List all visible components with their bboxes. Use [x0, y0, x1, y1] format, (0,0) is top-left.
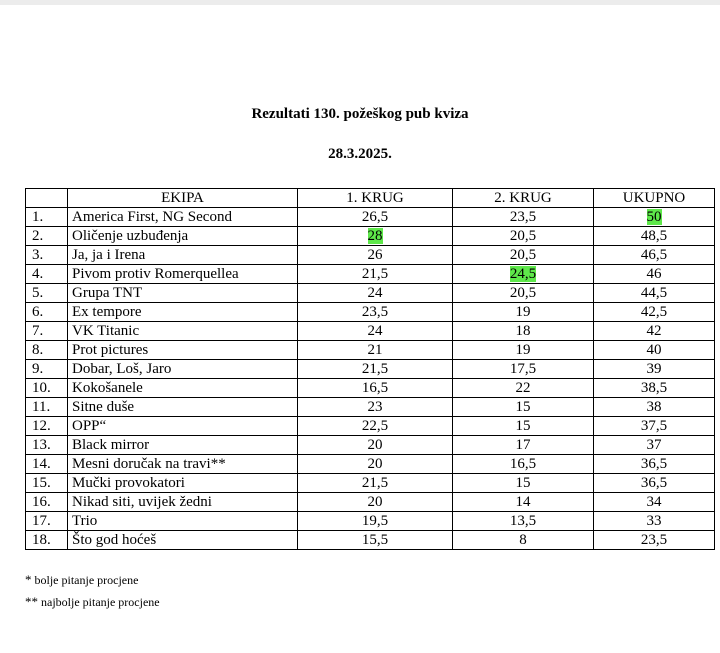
- rank-cell-value: 1.: [32, 209, 44, 225]
- round1-cell-value: 24: [367, 285, 383, 301]
- round1-cell: [298, 303, 453, 322]
- round2-cell: [453, 398, 594, 417]
- table-row: [26, 322, 715, 341]
- round1-cell-value: 20: [367, 437, 383, 453]
- team-cell: [68, 436, 298, 455]
- rank-cell: [26, 417, 68, 436]
- rank-cell: [26, 474, 68, 493]
- total-cell: [594, 284, 715, 303]
- round1-cell-value: 21: [367, 342, 383, 358]
- results-table: [25, 188, 715, 550]
- table-row: [26, 246, 715, 265]
- footnote-2-mark: **: [25, 594, 38, 609]
- team-cell: [68, 284, 298, 303]
- round2-cell: [453, 303, 594, 322]
- rank-cell-value: 12.: [32, 418, 51, 434]
- team-cell: [68, 417, 298, 436]
- table-row: [26, 512, 715, 531]
- round2-cell: [453, 474, 594, 493]
- team-cell-value: Što god hoćeš: [72, 532, 157, 548]
- rank-cell: [26, 265, 68, 284]
- rank-cell: [26, 284, 68, 303]
- round1-cell-value: 23: [367, 399, 383, 415]
- round1-cell: [298, 474, 453, 493]
- round1-cell: [298, 208, 453, 227]
- team-cell: [68, 474, 298, 493]
- rank-cell: [26, 208, 68, 227]
- rank-cell-value: 6.: [32, 304, 44, 320]
- total-cell: [594, 493, 715, 512]
- round1-cell-value: 26: [367, 247, 383, 263]
- rank-cell-value: 18.: [32, 532, 51, 548]
- table-row: [26, 379, 715, 398]
- rank-cell: [26, 493, 68, 512]
- total-cell-value: 23,5: [640, 532, 668, 548]
- round1-cell: [298, 341, 453, 360]
- header-row: [26, 189, 715, 208]
- round2-cell: [453, 493, 594, 512]
- round2-cell: [453, 322, 594, 341]
- total-cell-value: 34: [646, 494, 662, 510]
- total-cell: [594, 379, 715, 398]
- top-bar: [0, 0, 720, 5]
- round2-cell-value: 19: [515, 304, 531, 320]
- round1-cell-value: 23,5: [361, 304, 389, 320]
- round2-cell: [453, 379, 594, 398]
- footnote-1-mark: *: [25, 572, 32, 587]
- team-cell-value: Sitne duše: [72, 399, 135, 415]
- round1-cell-value: 21,5: [361, 266, 389, 282]
- table-row: [26, 303, 715, 322]
- team-cell-value: Nikad siti, uvijek žedni: [72, 494, 212, 510]
- rank-cell: [26, 322, 68, 341]
- round1-cell-value: 20: [367, 494, 383, 510]
- round2-cell-value: 24,5: [509, 266, 537, 282]
- team-cell-value: Pivom protiv Romerquellea: [72, 266, 239, 282]
- total-cell: [594, 360, 715, 379]
- total-cell-value: 37,5: [640, 418, 668, 434]
- team-cell: [68, 360, 298, 379]
- team-cell-value: Ja, ja i Irena: [72, 247, 146, 263]
- rank-cell: [26, 341, 68, 360]
- total-cell: [594, 303, 715, 322]
- team-cell: [68, 379, 298, 398]
- total-cell-value: 36,5: [640, 456, 668, 472]
- total-cell: [594, 398, 715, 417]
- team-cell: [68, 246, 298, 265]
- total-cell-value: 37: [646, 437, 662, 453]
- team-cell-value: Oličenje uzbuđenja: [72, 228, 189, 244]
- team-cell: [68, 322, 298, 341]
- team-cell-value: Dobar, Loš, Jaro: [72, 361, 172, 377]
- round2-cell-value: 15: [515, 475, 531, 491]
- round1-cell: [298, 265, 453, 284]
- total-cell: [594, 474, 715, 493]
- round2-cell-value: 20,5: [509, 228, 537, 244]
- total-cell-value: 42,5: [640, 304, 668, 320]
- team-cell-value: OPP“: [72, 418, 107, 434]
- round1-cell: [298, 512, 453, 531]
- page-date: 28.3.2025.: [328, 146, 392, 162]
- total-cell: [594, 208, 715, 227]
- total-cell: [594, 531, 715, 550]
- round2-cell-value: 18: [515, 323, 531, 339]
- total-cell: [594, 436, 715, 455]
- total-cell-value: 36,5: [640, 475, 668, 491]
- total-cell-value: 44,5: [640, 285, 668, 301]
- team-cell-value: Prot pictures: [72, 342, 149, 358]
- round1-cell: [298, 455, 453, 474]
- rank-cell: [26, 227, 68, 246]
- rank-cell: [26, 531, 68, 550]
- round1-cell-value: 26,5: [361, 209, 389, 225]
- round1-cell-value: 21,5: [361, 361, 389, 377]
- total-cell-value: 46,5: [640, 247, 668, 263]
- team-cell-value: Mučki provokatori: [72, 475, 185, 491]
- rank-cell: [26, 379, 68, 398]
- total-cell: [594, 246, 715, 265]
- team-cell: [68, 227, 298, 246]
- round2-cell-value: 8: [519, 532, 527, 548]
- rank-cell: [26, 512, 68, 531]
- team-cell: [68, 303, 298, 322]
- header-round2: 2. KRUG: [453, 189, 594, 208]
- table-row: [26, 531, 715, 550]
- rank-cell-value: 11.: [32, 399, 51, 415]
- round1-cell: [298, 284, 453, 303]
- rank-cell: [26, 398, 68, 417]
- total-cell-value: 39: [646, 361, 662, 377]
- rank-cell-value: 16.: [32, 494, 51, 510]
- round2-cell-value: 14: [515, 494, 531, 510]
- table-row: [26, 227, 715, 246]
- header-team: EKIPA: [68, 189, 298, 208]
- rank-cell-value: 14.: [32, 456, 51, 472]
- rank-cell: [26, 303, 68, 322]
- team-cell: [68, 512, 298, 531]
- round2-cell: [453, 360, 594, 379]
- rank-cell: [26, 455, 68, 474]
- rank-cell-value: 8.: [32, 342, 44, 358]
- round1-cell: [298, 531, 453, 550]
- footnote-1: [25, 572, 138, 588]
- total-cell-value: 40: [646, 342, 662, 358]
- rank-cell-value: 15.: [32, 475, 51, 491]
- round2-cell-value: 17: [515, 437, 531, 453]
- round2-cell: [453, 455, 594, 474]
- table-row: [26, 417, 715, 436]
- team-cell-value: VK Titanic: [72, 323, 140, 339]
- round1-cell: [298, 227, 453, 246]
- round2-cell: [453, 246, 594, 265]
- team-cell: [68, 493, 298, 512]
- rank-cell-value: 2.: [32, 228, 44, 244]
- round2-cell-value: 13,5: [509, 513, 537, 529]
- rank-cell-value: 3.: [32, 247, 44, 263]
- round2-cell-value: 15: [515, 399, 531, 415]
- total-cell-value: 46: [646, 266, 662, 282]
- round2-cell-value: 16,5: [509, 456, 537, 472]
- total-cell: [594, 341, 715, 360]
- round2-cell: [453, 417, 594, 436]
- round1-cell: [298, 360, 453, 379]
- rank-cell: [26, 246, 68, 265]
- table-row: [26, 208, 715, 227]
- team-cell: [68, 265, 298, 284]
- round2-cell-value: 23,5: [509, 209, 537, 225]
- round1-cell-value: 19,5: [361, 513, 389, 529]
- round2-cell: [453, 531, 594, 550]
- table-row: [26, 436, 715, 455]
- rank-cell-value: 9.: [32, 361, 44, 377]
- team-cell-value: Mesni doručak na travi**: [72, 456, 226, 472]
- total-cell: [594, 455, 715, 474]
- round1-cell: [298, 322, 453, 341]
- total-cell-value: 38: [646, 399, 662, 415]
- rank-cell-value: 7.: [32, 323, 44, 339]
- table-row: [26, 360, 715, 379]
- round1-cell: [298, 246, 453, 265]
- team-cell-value: Black mirror: [72, 437, 150, 453]
- page-title: Rezultati 130. požeškog pub kviza: [251, 106, 469, 122]
- round2-cell: [453, 512, 594, 531]
- table-row: [26, 341, 715, 360]
- total-cell-value: 38,5: [640, 380, 668, 396]
- rank-cell-value: 17.: [32, 513, 51, 529]
- round2-cell-value: 20,5: [509, 285, 537, 301]
- round1-cell: [298, 398, 453, 417]
- total-cell-value: 48,5: [640, 228, 668, 244]
- total-cell: [594, 227, 715, 246]
- team-cell-value: Trio: [72, 513, 98, 529]
- round2-cell: [453, 284, 594, 303]
- round2-cell-value: 20,5: [509, 247, 537, 263]
- round1-cell: [298, 379, 453, 398]
- results-body: [26, 208, 715, 550]
- round1-cell-value: 16,5: [361, 380, 389, 396]
- rank-cell-value: 5.: [32, 285, 44, 301]
- team-cell: [68, 531, 298, 550]
- header-round1: 1. KRUG: [298, 189, 453, 208]
- total-cell-value: 42: [646, 323, 662, 339]
- rank-cell: [26, 436, 68, 455]
- footnote-2-text: najbolje pitanje procjene: [41, 595, 160, 609]
- footnote-2: [25, 594, 160, 610]
- round1-cell-value: 22,5: [361, 418, 389, 434]
- header-rank: [26, 189, 68, 208]
- team-cell: [68, 398, 298, 417]
- table-row: [26, 474, 715, 493]
- round1-cell-value: 21,5: [361, 475, 389, 491]
- round2-cell: [453, 227, 594, 246]
- total-cell: [594, 512, 715, 531]
- rank-cell-value: 10.: [32, 380, 51, 396]
- footnote-1-text: bolje pitanje procjene: [34, 573, 139, 587]
- total-cell: [594, 417, 715, 436]
- team-cell-value: Kokošanele: [72, 380, 143, 396]
- total-cell-value: 33: [646, 513, 662, 529]
- round1-cell-value: 20: [367, 456, 383, 472]
- round1-cell: [298, 493, 453, 512]
- rank-cell-value: 13.: [32, 437, 51, 453]
- team-cell: [68, 208, 298, 227]
- round2-cell: [453, 208, 594, 227]
- table-row: [26, 455, 715, 474]
- total-cell: [594, 265, 715, 284]
- team-cell: [68, 455, 298, 474]
- total-cell-value: 50: [646, 209, 662, 225]
- round1-cell-value: 28: [367, 228, 383, 244]
- round2-cell: [453, 265, 594, 284]
- rank-cell-value: 4.: [32, 266, 44, 282]
- round1-cell: [298, 417, 453, 436]
- table-row: [26, 284, 715, 303]
- round1-cell-value: 24: [367, 323, 383, 339]
- header-total: UKUPNO: [594, 189, 715, 208]
- round2-cell-value: 17,5: [509, 361, 537, 377]
- team-cell-value: America First, NG Second: [72, 209, 232, 225]
- round2-cell-value: 15: [515, 418, 531, 434]
- round1-cell-value: 15,5: [361, 532, 389, 548]
- round2-cell: [453, 436, 594, 455]
- team-cell-value: Ex tempore: [72, 304, 142, 320]
- table-row: [26, 398, 715, 417]
- team-cell: [68, 341, 298, 360]
- table-row: [26, 493, 715, 512]
- round2-cell: [453, 341, 594, 360]
- rank-cell: [26, 360, 68, 379]
- total-cell: [594, 322, 715, 341]
- team-cell-value: Grupa TNT: [72, 285, 143, 301]
- table-row: [26, 265, 715, 284]
- round2-cell-value: 19: [515, 342, 531, 358]
- round2-cell-value: 22: [515, 380, 531, 396]
- round1-cell: [298, 436, 453, 455]
